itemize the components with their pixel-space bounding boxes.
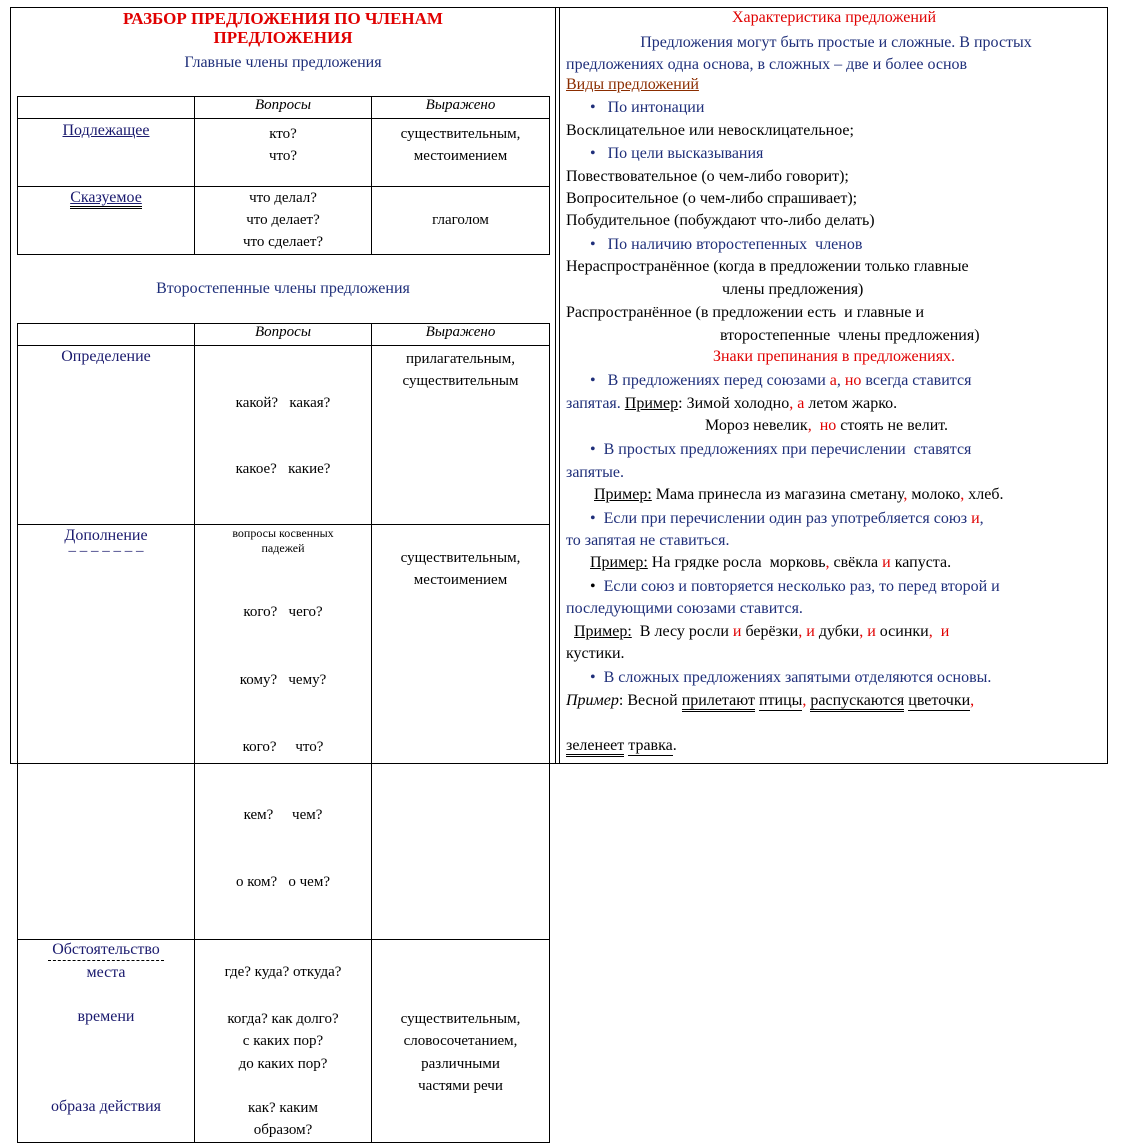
rule-enumeration-example: Пример: Мама принесла из магазина сметану, молоко, хлеб. <box>594 486 1004 503</box>
member-skazuemoe: Сказуемое <box>18 189 194 207</box>
question: что делает? <box>246 212 320 228</box>
question: как? каким <box>248 1099 318 1116</box>
punctuation-heading: Знаки препинания в предложениях. <box>712 348 956 365</box>
member-cell <box>18 939 195 1142</box>
rule-a-no-example-2: Мороз невелик, но стоять не велит. <box>705 417 949 434</box>
questions-cell <box>195 525 372 940</box>
rule-enumeration: • В простых предложениях при перечислении ставятся <box>590 441 972 458</box>
expressed-cell <box>372 525 550 940</box>
member-cell <box>18 119 195 187</box>
table-row <box>18 346 550 525</box>
question: кто? <box>269 126 297 142</box>
header-expressed: Выражено <box>372 97 550 119</box>
rule-complex-example: Пример: Весной прилетают птицы, распускаются цветочки, <box>566 692 974 710</box>
member-cell <box>18 346 195 525</box>
left-title-line2: ПРЕДЛОЖЕНИЯ <box>213 28 353 47</box>
question: кому? чему? <box>239 671 327 688</box>
kinds-heading: Виды предложений <box>566 76 699 93</box>
purpose-line: Повествовательное (о чем-либо говорит); <box>566 168 849 185</box>
rule-single-and-example: Пример: На грядке росла морковь, свёкла и капуста. <box>590 554 952 571</box>
rule-complex: • В сложных предложениях запятыми отделяются основы. <box>590 669 992 686</box>
question: где? куда? откуда? <box>224 963 342 980</box>
question: кого? что? <box>242 739 324 755</box>
expressed: существительным, <box>400 126 521 142</box>
main-members-subtitle: Главные члены предложения <box>184 54 382 71</box>
sub-mesta: места <box>86 963 126 981</box>
bullet-icon: • <box>590 372 596 389</box>
question: что? <box>268 148 298 164</box>
bullet-icon: • <box>590 510 596 527</box>
question: что сделает? <box>242 234 324 250</box>
column-divider <box>555 7 560 764</box>
right-heading: Характеристика предложений <box>731 9 937 26</box>
unextended-line: Нераспространённое (когда в предложении только главные <box>566 258 969 275</box>
intro-line: Предложения могут быть простые и сложные. В простых <box>640 34 1032 51</box>
main-members-table <box>17 96 550 255</box>
member-dopolnenie: Дополнение <box>64 527 148 544</box>
rule-repeated-and-example: Пример: В лесу росли и берёзки, и дубки, и осинки, и <box>574 623 950 640</box>
left-title-line1: РАЗБОР ПРЕДЛОЖЕНИЯ ПО ЧЛЕНАМ <box>123 9 443 28</box>
extended-line: второстепенные члены предложения) <box>720 327 980 344</box>
intro-line: предложениях одна основа, в сложных – две и более основ <box>566 56 968 73</box>
expressed: глаголом <box>432 212 489 228</box>
rule-complex-example-2: зеленеет травка. <box>566 737 677 755</box>
rule-a-no: • В предложениях перед союзами а, но всегда ставится <box>590 372 972 389</box>
left-title <box>18 9 548 48</box>
questions-cell <box>195 939 372 1142</box>
rule-repeated-and-line2: последующими союзами ставится. <box>566 600 803 617</box>
dashed-underline-mark: – – – – – – – <box>68 543 144 559</box>
bullet-icon: • <box>590 145 596 162</box>
header-empty <box>18 324 195 346</box>
sub-obraza-deystviya: образа действия <box>50 1097 162 1115</box>
note: вопросы косвенных <box>232 526 334 540</box>
question: с каких пор? <box>242 1033 324 1049</box>
expressed: различными <box>421 1055 500 1072</box>
rule-enumeration-line2: запятые. <box>566 464 624 481</box>
secondary-members-subtitle: Второстепенные члены предложения <box>156 280 410 297</box>
table-row <box>18 525 550 940</box>
header-questions: Вопросы <box>195 324 372 346</box>
rule-single-and-line2: то запятая не ставиться. <box>566 532 730 549</box>
expressed: местоимением <box>413 572 508 588</box>
rule-repeated-and-example-2: кустики. <box>566 645 625 662</box>
purpose-line: Вопросительное (о чем-либо спрашивает); <box>566 190 858 207</box>
member-cell <box>18 187 195 255</box>
member-podlezhashee: Подлежащее <box>62 122 150 139</box>
bullet-icon: • <box>590 236 596 253</box>
header-expressed: Выражено <box>372 324 550 346</box>
member-obstoyatelstvo: Обстоятельство <box>18 941 194 959</box>
intonation-text: Восклицательное или невосклицательное; <box>566 122 854 139</box>
member-opredelenie: Определение <box>61 348 151 365</box>
expressed-cell <box>372 939 550 1142</box>
question: что делал? <box>249 190 317 206</box>
question: кем? чем? <box>243 806 323 823</box>
intro-text <box>566 32 1106 76</box>
expressed-cell <box>372 119 550 187</box>
sub-vremeni: времени <box>77 1007 135 1025</box>
rule-single-and: • Если при перечислении один раз употребляется союз и, <box>590 510 984 527</box>
questions-cell <box>195 346 372 525</box>
bullet-icon: • <box>590 99 596 116</box>
purpose-line: Побудительное (побуждают что-либо делать) <box>566 212 875 229</box>
expressed: существительным, <box>400 1010 521 1027</box>
table-row <box>18 119 550 187</box>
extended-line: Распространённое (в предложении есть и главные и <box>566 304 925 321</box>
unextended-line: члены предложения) <box>722 281 864 298</box>
question: когда? как долго? <box>227 1010 339 1027</box>
question: кого? чего? <box>243 604 323 620</box>
expressed: словосочетанием, <box>403 1033 518 1049</box>
header-empty <box>18 97 195 119</box>
table-row <box>18 187 550 255</box>
question: какой? какая? <box>235 395 331 411</box>
questions-cell <box>195 187 372 255</box>
bullet-intonation: • По интонации <box>590 99 705 116</box>
questions-cell <box>195 119 372 187</box>
expressed: существительным, <box>400 550 521 566</box>
expressed-cell <box>372 346 550 525</box>
bullet-secondary-members: • По наличию второстепенных членов <box>590 236 863 253</box>
expressed: местоимением <box>413 148 508 164</box>
bullet-icon: • <box>590 669 596 686</box>
question: какое? какие? <box>235 461 331 477</box>
secondary-members-table <box>17 323 550 1143</box>
expressed: прилагательным, <box>405 351 515 367</box>
bullet-icon: • <box>590 441 596 458</box>
rule-a-no-example: запятая. Пример: Зимой холодно, а летом жарко. <box>566 395 898 412</box>
member-cell <box>18 525 195 940</box>
expressed: частями речи <box>418 1078 503 1094</box>
question: образом? <box>253 1121 313 1138</box>
rule-repeated-and: • Если союз и повторяется несколько раз, то перед второй и <box>590 578 1000 595</box>
bullet-purpose: • По цели высказывания <box>590 145 764 162</box>
bullet-icon: • <box>590 578 596 595</box>
header-questions: Вопросы <box>195 97 372 119</box>
question: о ком? о чем? <box>236 874 330 890</box>
question: до каких пор? <box>238 1055 328 1072</box>
expressed-cell <box>372 187 550 255</box>
note: падежей <box>261 541 305 555</box>
table-row <box>18 939 550 1142</box>
expressed: существительным <box>402 373 519 389</box>
